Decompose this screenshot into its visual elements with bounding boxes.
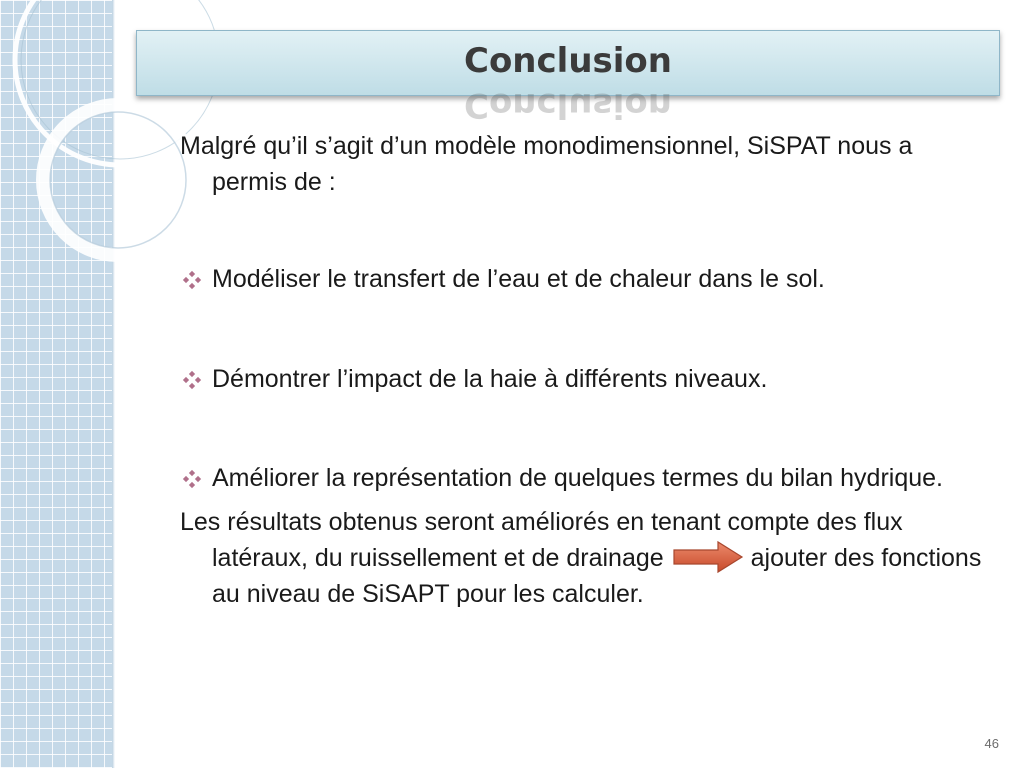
- bullet-item: [180, 261, 990, 297]
- closing-text-part2: ajouter des fonctions au niveau de SiSAPT pour les calculer.: [212, 544, 982, 609]
- page-number: 46: [984, 736, 999, 751]
- bullet-text: Démontrer l’impact de la haie à différents niveaux.: [212, 365, 768, 393]
- title-bar: [136, 30, 1000, 125]
- bullet-text: Modéliser le transfert de l’eau et de chaleur dans le sol.: [212, 265, 825, 293]
- diamond-bullet-icon: [183, 371, 201, 389]
- closing-paragraph: [180, 504, 990, 612]
- slide-title: Conclusion: [464, 41, 672, 81]
- intro-paragraph: Malgré qu’il s’agit d’un modèle monodimensionnel, SiSPAT nous a permis de :: [180, 132, 913, 196]
- diamond-bullet-icon: [183, 470, 201, 488]
- diamond-bullet-icon: [183, 271, 201, 289]
- closing-text-part1: Les résultats obtenus seront améliorés en tenant compte des flux latéraux, du ruissellement et de drainage: [180, 508, 903, 572]
- right-arrow-icon: [672, 540, 744, 574]
- bullet-item: [180, 460, 990, 496]
- slide-content: [180, 128, 990, 612]
- bullet-text: Améliorer la représentation de quelques termes du bilan hydrique.: [212, 464, 943, 492]
- title-reflection: Conclusion: [464, 85, 672, 125]
- bullet-item: [180, 361, 990, 397]
